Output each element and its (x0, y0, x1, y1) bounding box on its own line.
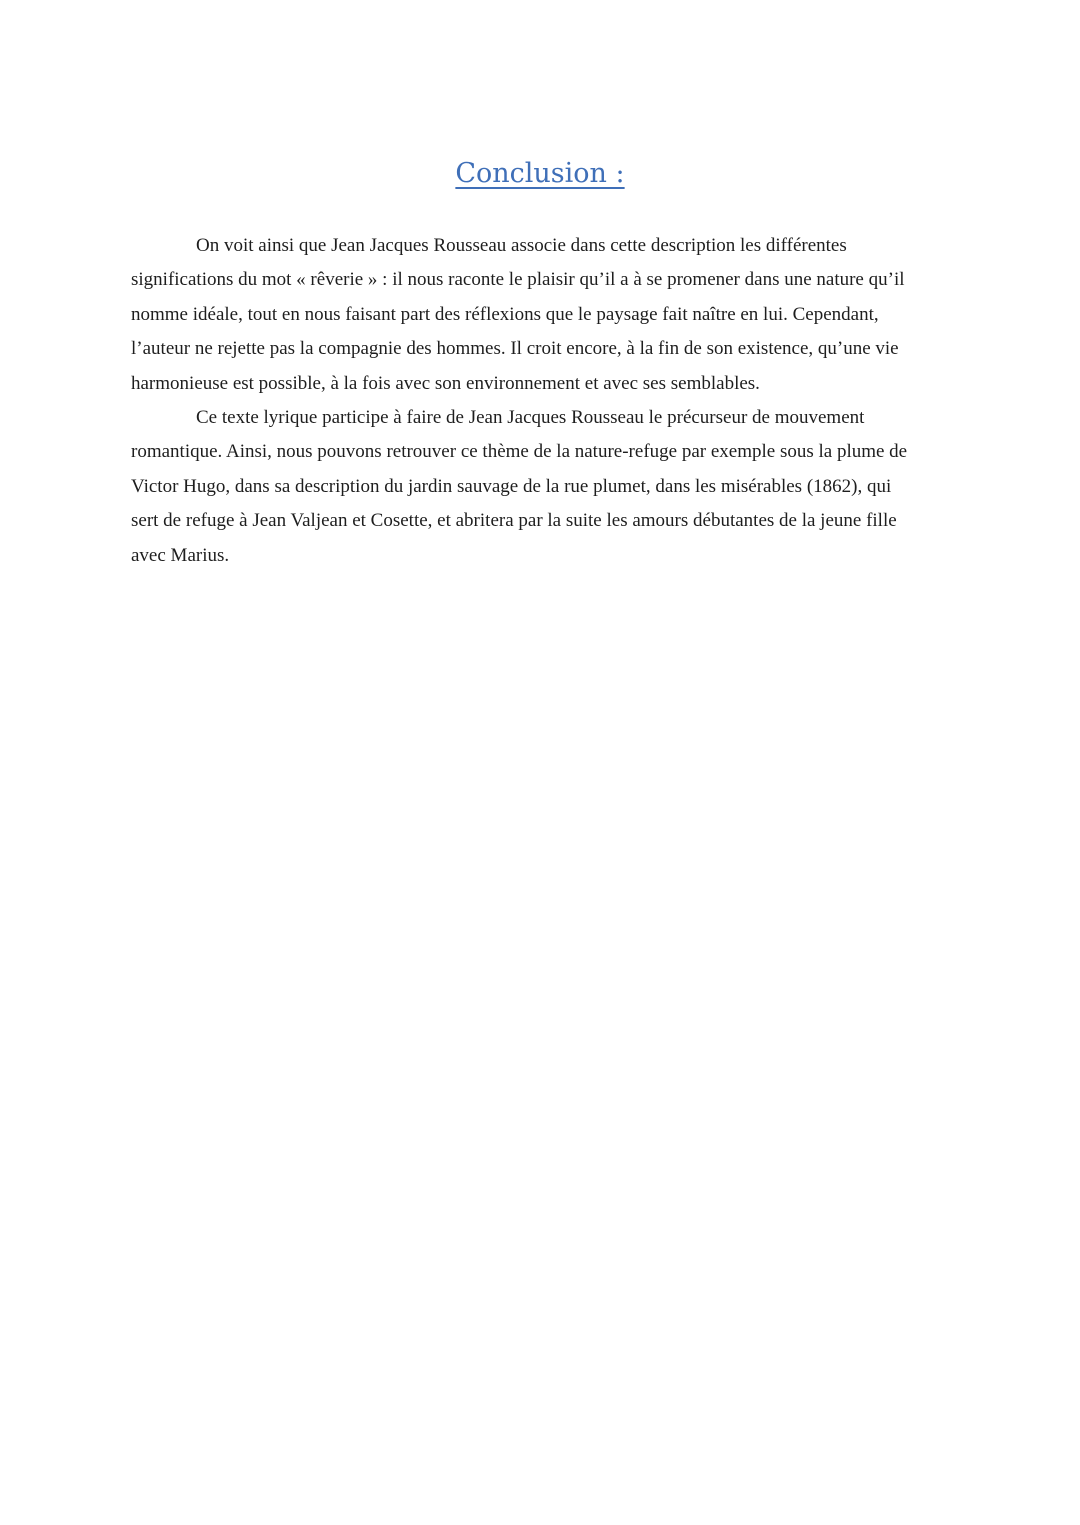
text-line: sert de refuge à Jean Valjean et Cosette, et abritera par la suite les amours débutantes de la jeune fille (131, 510, 897, 532)
text-line: l’auteur ne rejette pas la compagnie des hommes. Il croit encore, à la fin de son existence, qu’une vie (131, 338, 899, 360)
text-line: nomme idéale, tout en nous faisant part des réflexions que le paysage fait naître en lui. Cependant, (131, 303, 879, 325)
text-line: significations du mot « rêverie » : il nous raconte le plaisir qu’il a à se promener dans une nature qu’il (131, 269, 905, 291)
text-line: Victor Hugo, dans sa description du jardin sauvage de la rue plumet, dans les misérables (1862), qui (131, 475, 892, 497)
page-title (0, 152, 1080, 196)
paragraph-2 (131, 401, 949, 573)
page-title-text: Conclusion : (455, 158, 625, 189)
text-line: romantique. Ainsi, nous pouvons retrouver ce thème de la nature-refuge par exemple sous la plume de (131, 441, 908, 463)
document-body (131, 229, 949, 573)
paragraph-1 (131, 229, 949, 401)
text-line: On voit ainsi que Jean Jacques Rousseau associe dans cette description les différentes (196, 235, 847, 256)
text-line: Ce texte lyrique participe à faire de Jean Jacques Rousseau le précurseur de mouvement (196, 407, 865, 429)
text-line: harmonieuse est possible, à la fois avec son environnement et avec ses semblables. (131, 372, 760, 394)
text-line: avec Marius. (131, 544, 230, 566)
